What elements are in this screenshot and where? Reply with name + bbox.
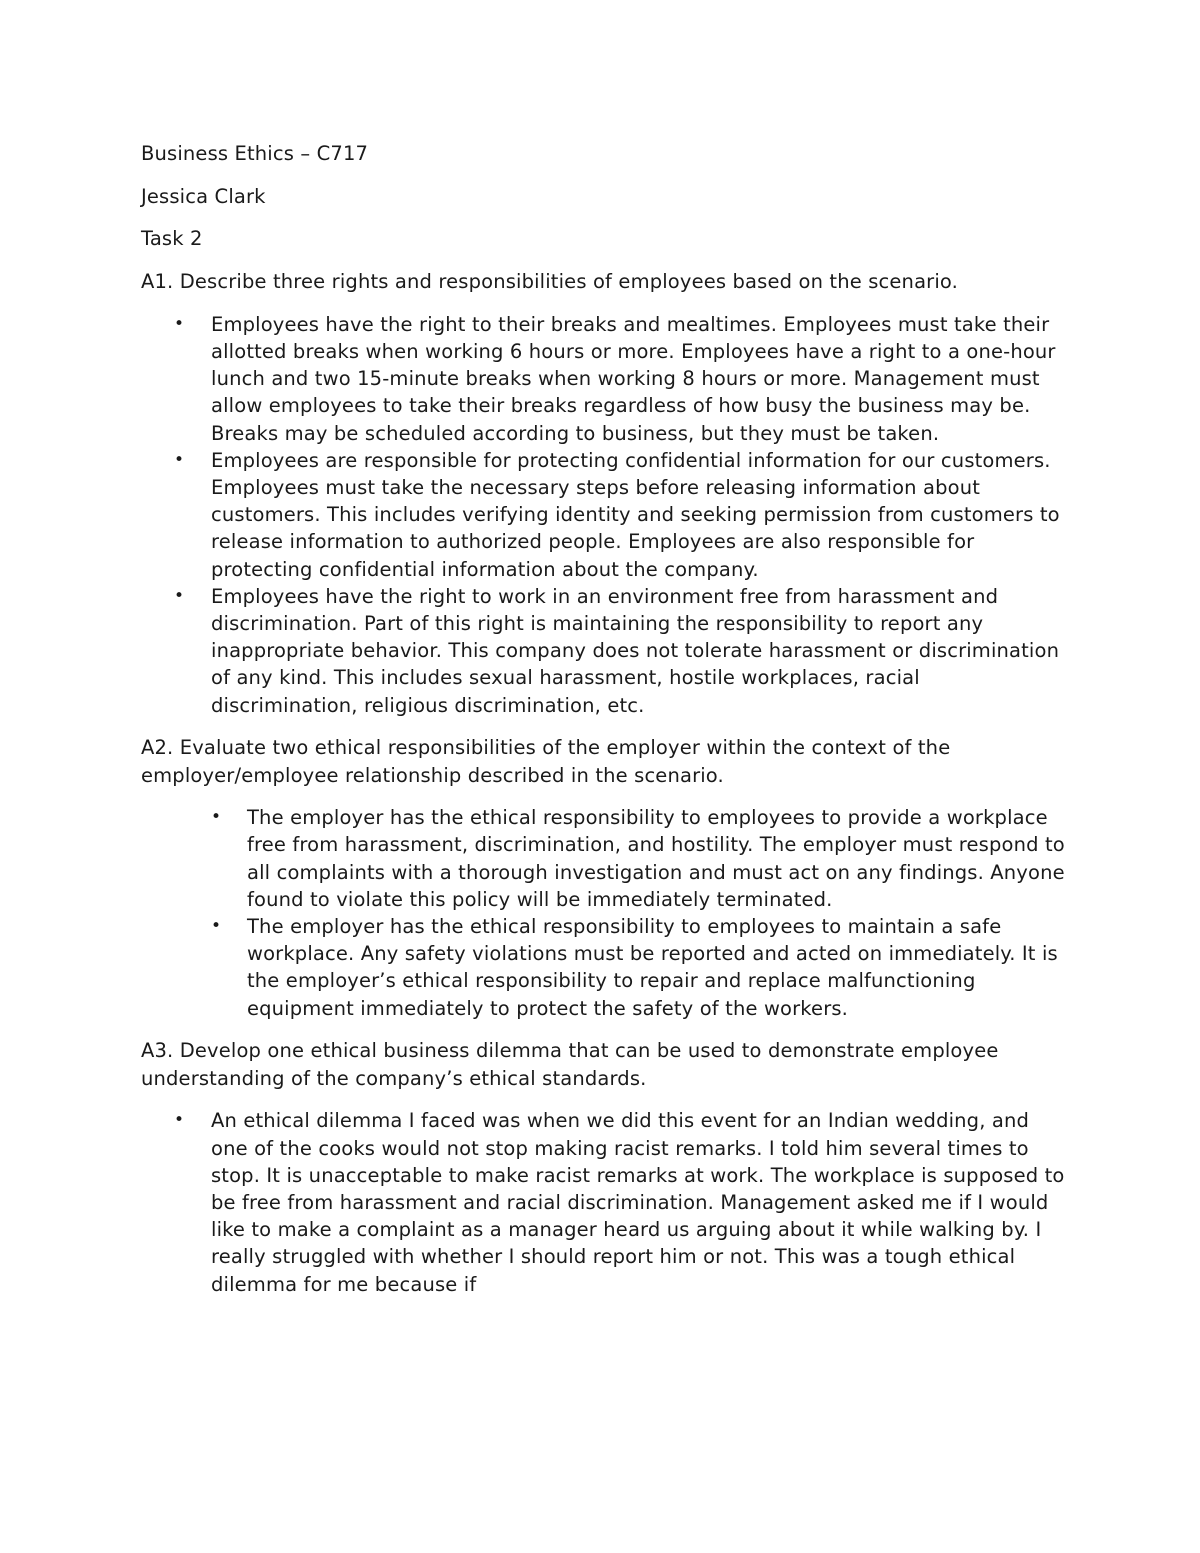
bullet-icon: • bbox=[174, 1110, 185, 1131]
bullet-icon: • bbox=[211, 916, 222, 937]
section-a2-list bbox=[141, 804, 1066, 1022]
list-item bbox=[141, 447, 1066, 583]
list-item-text: Employees have the right to work in an environment free from harassment and discrimination. Part of this right is maintaining the responsibility to report any inappropriate behavior. This company does not tolerate harassment or discrimination of any kind. This includes sexual harassment, hostile workplaces, racial discrimination, religious discrimination, etc. bbox=[211, 584, 1060, 717]
section-a1-prompt: A1. Describe three rights and responsibilities of employees based on the scenario. bbox=[141, 270, 958, 294]
list-item bbox=[141, 311, 1066, 447]
bullet-icon: • bbox=[174, 585, 185, 606]
section-a2-prompt: A2. Evaluate two ethical responsibilities of the employer within the context of the employer/employee relationship described in the scenario. bbox=[141, 736, 951, 787]
section-a3-prompt: A3. Develop one ethical business dilemma that can be used to demonstrate employee understanding of the company’s ethical standards. bbox=[141, 1039, 999, 1090]
list-item bbox=[141, 1107, 1066, 1297]
section-a3-list bbox=[141, 1107, 1066, 1297]
task-label: Task 2 bbox=[141, 227, 203, 251]
bullet-icon: • bbox=[174, 449, 185, 470]
course-title: Business Ethics – C717 bbox=[141, 142, 369, 165]
list-item-text: The employer has the ethical responsibility to employees to provide a workplace free from harassment, discrimination, and hostility. The employer must respond to all complaints with a thorough investigation and must act on any findings. Anyone found to violate this policy will be immediately terminated. bbox=[247, 806, 1065, 911]
list-item-text: An ethical dilemma I faced was when we did this event for an Indian wedding, and one of the cooks would not stop making racist remarks. I told him several times to stop. It is unacceptable to make racist remarks at work. The workplace is supposed to be free from harassment and racial discrimination. Management asked me if I would like to make a complaint as a manager heard us arguing about it while walking by. I really struggled with whether I should report him or not. This was a tough ethical dilemma for me because if bbox=[211, 1109, 1065, 1296]
list-item bbox=[141, 913, 1066, 1022]
list-item-text: Employees are responsible for protecting confidential information for our customers. Employees must take the necessary steps before releasing information about customers. This includes verifying identity and seeking permission from customers to release information to authorized people. Employees are also responsible for protecting confidential information about the company. bbox=[211, 448, 1060, 581]
list-item bbox=[141, 804, 1066, 913]
section-a1-list bbox=[141, 311, 1066, 719]
document-body bbox=[141, 140, 1066, 1298]
bullet-icon: • bbox=[211, 807, 222, 828]
bullet-icon: • bbox=[174, 313, 185, 334]
list-item bbox=[141, 583, 1066, 719]
list-item-text: Employees have the right to their breaks and mealtimes. Employees must take their allotted breaks when working 6 hours or more. Employees have a right to a one-hour lunch and two 15-minute breaks when working 8 hours or more. Management must allow employees to take their breaks regardless of how busy the business may be. Breaks may be scheduled according to business, but they must be taken. bbox=[211, 312, 1056, 445]
list-item-text: The employer has the ethical responsibility to employees to maintain a safe workplace. Any safety violations must be reported and acted on immediately. It is the employer’s ethical responsibility to repair and replace malfunctioning equipment immediately to protect the safety of the workers. bbox=[247, 915, 1058, 1020]
author-name: Jessica Clark bbox=[141, 184, 266, 208]
